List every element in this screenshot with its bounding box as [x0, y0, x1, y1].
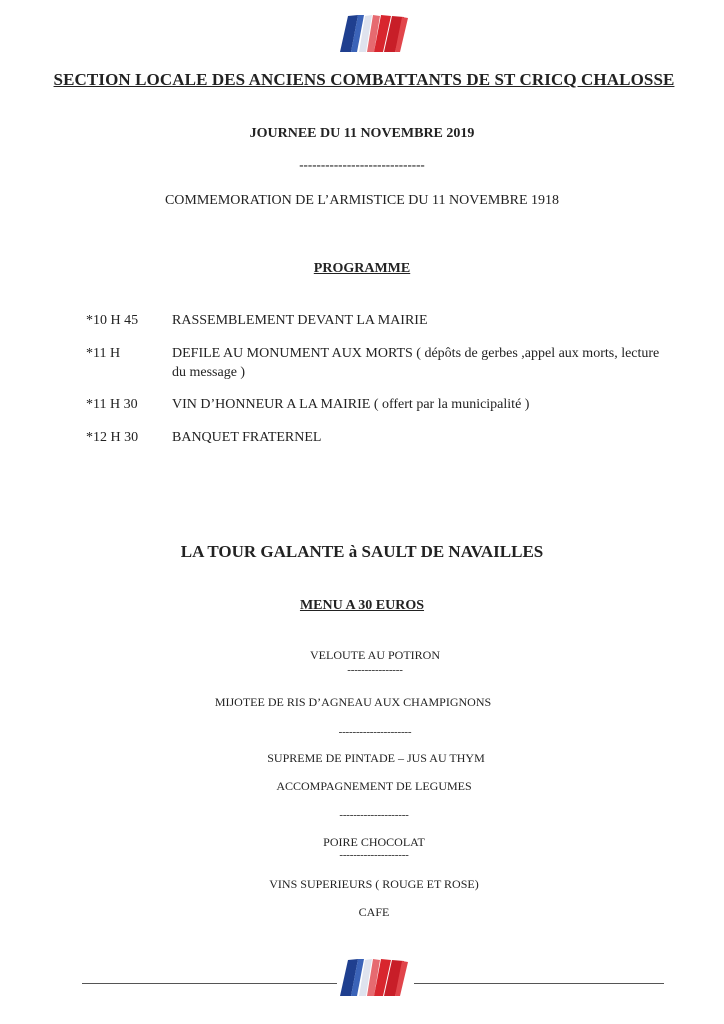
programme-text: VIN D’HONNEUR A LA MAIRIE ( offert par la municipalité )	[172, 397, 530, 412]
programme-time: *11 H	[86, 346, 121, 361]
programme-text: DEFILE AU MONUMENT AUX MORTS ( dépôts de gerbes ,appel aux morts, lecture du message )	[172, 346, 660, 380]
menu-item: CAFE	[358, 905, 390, 919]
page-title: SECTION LOCALE DES ANCIENS COMBATTANTS DE ST CRICQ CHALOSSE	[53, 70, 675, 89]
commemoration-line: COMMEMORATION DE L’ARMISTICE DU 11 NOVEMBRE 1918	[164, 193, 560, 208]
programme-heading: PROGRAMME	[313, 261, 411, 276]
menu-divider: --------------------	[339, 849, 409, 861]
menu-item: MIJOTEE DE RIS D’AGNEAU AUX CHAMPIGNONS	[214, 695, 492, 709]
menu-divider: ---------------------	[338, 726, 412, 738]
programme-text: BANQUET FRATERNEL	[172, 430, 322, 445]
menu-item: ACCOMPAGNEMENT DE LEGUMES	[276, 779, 472, 793]
restaurant-heading: LA TOUR GALANTE à SAULT DE NAVAILLES	[180, 542, 544, 561]
footer-rule-left	[82, 983, 337, 984]
programme-time: *12 H 30	[86, 430, 139, 445]
programme-text: RASSEMBLEMENT DEVANT LA MAIRIE	[172, 313, 428, 328]
menu-item: VELOUTE AU POTIRON	[310, 648, 440, 662]
menu-divider: ----------------	[347, 664, 403, 676]
menu-item: POIRE CHOCOLAT	[323, 835, 425, 849]
programme-time: *11 H 30	[86, 397, 138, 412]
tricolor-flag-icon	[338, 14, 412, 54]
menu-heading: MENU A 30 EUROS	[299, 598, 425, 613]
menu-divider: --------------------	[339, 809, 409, 821]
programme-time: *10 H 45	[86, 313, 139, 328]
menu-item: SUPREME DE PINTADE – JUS AU THYM	[267, 751, 485, 765]
event-date: JOURNEE DU 11 NOVEMBRE 2019	[249, 126, 475, 141]
divider: -----------------------------	[299, 157, 425, 172]
menu-item: VINS SUPERIEURS ( ROUGE ET ROSE)	[269, 877, 479, 891]
footer-rule-right	[414, 983, 664, 984]
tricolor-flag-icon	[338, 958, 412, 998]
